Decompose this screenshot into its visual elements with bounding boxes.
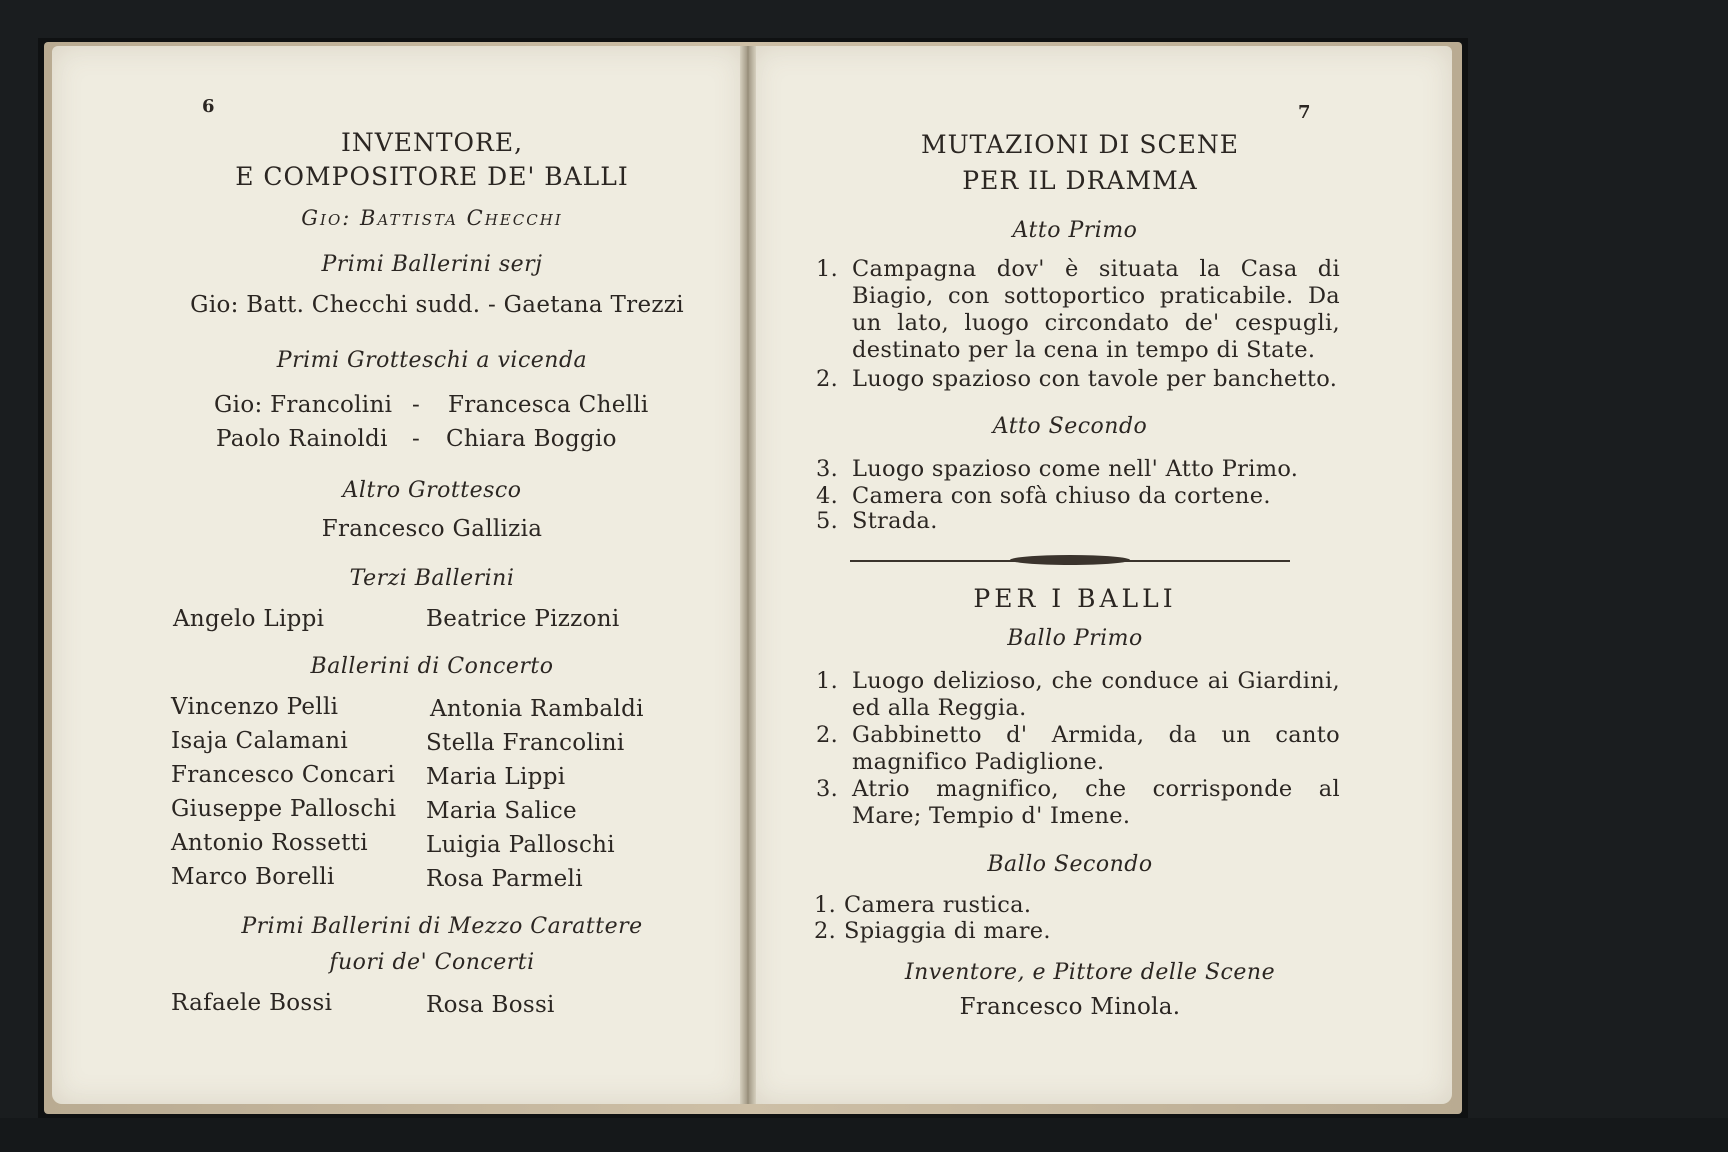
concerto-male-4: Giuseppe Palloschi (171, 796, 397, 822)
entry-number: 2. (816, 722, 839, 748)
book-gutter (740, 46, 756, 1104)
mezzo-heading-line1: Primi Ballerini di Mezzo Carattere (241, 914, 643, 939)
concerto-female-1: Antonia Rambaldi (430, 696, 644, 722)
terzi-heading: Terzi Ballerini (349, 566, 515, 591)
entry-number: 1. (816, 668, 839, 694)
concerto-male-1: Vincenzo Pelli (171, 694, 339, 720)
concerto-female-6: Rosa Parmeli (426, 866, 583, 892)
primi-serj-heading: Primi Ballerini serj (321, 252, 543, 277)
entry-text: Campagna dov' è situata la Casa di Biagio, con sottoportico praticabile. Da un lato, luogo circondato de' cespugli, destinato per la cena in tempo di State. (852, 256, 1340, 363)
entry-number: 5. (816, 508, 839, 534)
entry-number: 4. (816, 483, 839, 509)
ballo-primo-heading: Ballo Primo (1007, 626, 1143, 651)
altro-grottesco-name: Francesco Gallizia (321, 516, 543, 542)
entry-number: 1. (814, 892, 837, 918)
per-i-balli-title: PER I BALLI (973, 584, 1177, 613)
concerto-male-2: Isaja Calamani (171, 728, 349, 754)
primi-serj-line: Gio: Batt. Checchi sudd. - Gaetana Trezzi (190, 292, 684, 318)
grotteschi-male-2: Paolo Rainoldi (216, 426, 388, 452)
grotteschi-dash-1: - (412, 392, 421, 418)
right-page-number: 7 (1298, 102, 1311, 123)
terzi-female: Beatrice Pizzoni (426, 606, 620, 632)
entry-text: Gabbinetto d' Armida, da un canto magnifico Padiglione. (852, 722, 1340, 775)
right-page (752, 46, 1452, 1104)
atto-primo-heading: Atto Primo (1012, 218, 1138, 243)
entry-number: 3. (816, 456, 839, 482)
left-title-line1: INVENTORE, (340, 128, 524, 157)
entry-text: Camera rustica. (844, 892, 1032, 918)
entry-text: Spiaggia di mare. (844, 918, 1051, 944)
background-bottom (0, 1118, 1728, 1152)
concerto-female-3: Maria Lippi (426, 764, 566, 790)
scene-credit-name: Francesco Minola. (959, 994, 1181, 1020)
concerto-female-2: Stella Francolini (426, 730, 625, 756)
concerto-male-5: Antonio Rossetti (171, 830, 368, 856)
grotteschi-dash-2: - (412, 426, 421, 452)
right-title-line1: MUTAZIONI DI SCENE (921, 130, 1239, 159)
rule-ornament (1010, 555, 1130, 565)
atto-secondo-heading: Atto Secondo (992, 414, 1148, 439)
mezzo-heading-line2: fuori de' Concerti (329, 950, 535, 975)
terzi-male: Angelo Lippi (173, 606, 325, 632)
mezzo-female: Rosa Bossi (426, 992, 555, 1018)
entry-text: Luogo spazioso con tavole per banchetto. (852, 366, 1338, 392)
right-title-line2: PER IL DRAMMA (962, 166, 1198, 195)
left-title-line2: E COMPOSITORE DE' BALLI (235, 162, 629, 191)
concerto-heading: Ballerini di Concerto (310, 654, 554, 679)
grotteschi-male-1: Gio: Francolini (214, 392, 393, 418)
concerto-male-3: Francesco Concari (171, 762, 396, 788)
concerto-female-5: Luigia Palloschi (426, 832, 615, 858)
entry-text: Camera con sofà chiuso da cortene. (852, 483, 1271, 509)
grotteschi-heading: Primi Grotteschi a vicenda (276, 348, 588, 373)
ballo-secondo-heading: Ballo Secondo (987, 852, 1153, 877)
scene-credit-heading: Inventore, e Pittore delle Scene (904, 960, 1276, 985)
grotteschi-female-2: Chiara Boggio (446, 426, 617, 452)
entry-number: 2. (814, 918, 837, 944)
entry-number: 1. (816, 256, 839, 282)
concerto-female-4: Maria Salice (426, 798, 577, 824)
left-page-number: 6 (202, 96, 215, 117)
entry-text: Luogo spazioso come nell' Atto Primo. (852, 456, 1299, 482)
choreographer-name: Gio: Battista Checchi (301, 206, 563, 230)
altro-grottesco-heading: Altro Grottesco (342, 478, 522, 503)
mezzo-male: Rafaele Bossi (171, 990, 333, 1016)
entry-number: 3. (816, 776, 839, 802)
entry-text: Strada. (852, 508, 938, 534)
entry-number: 2. (816, 366, 839, 392)
entry-text: Luogo delizioso, che conduce ai Giardini, ed alla Reggia. (852, 668, 1340, 721)
concerto-male-6: Marco Borelli (171, 864, 335, 890)
grotteschi-female-1: Francesca Chelli (448, 392, 649, 418)
entry-text: Atrio magnifico, che corrisponde al Mare; Tempio d' Imene. (852, 776, 1340, 829)
